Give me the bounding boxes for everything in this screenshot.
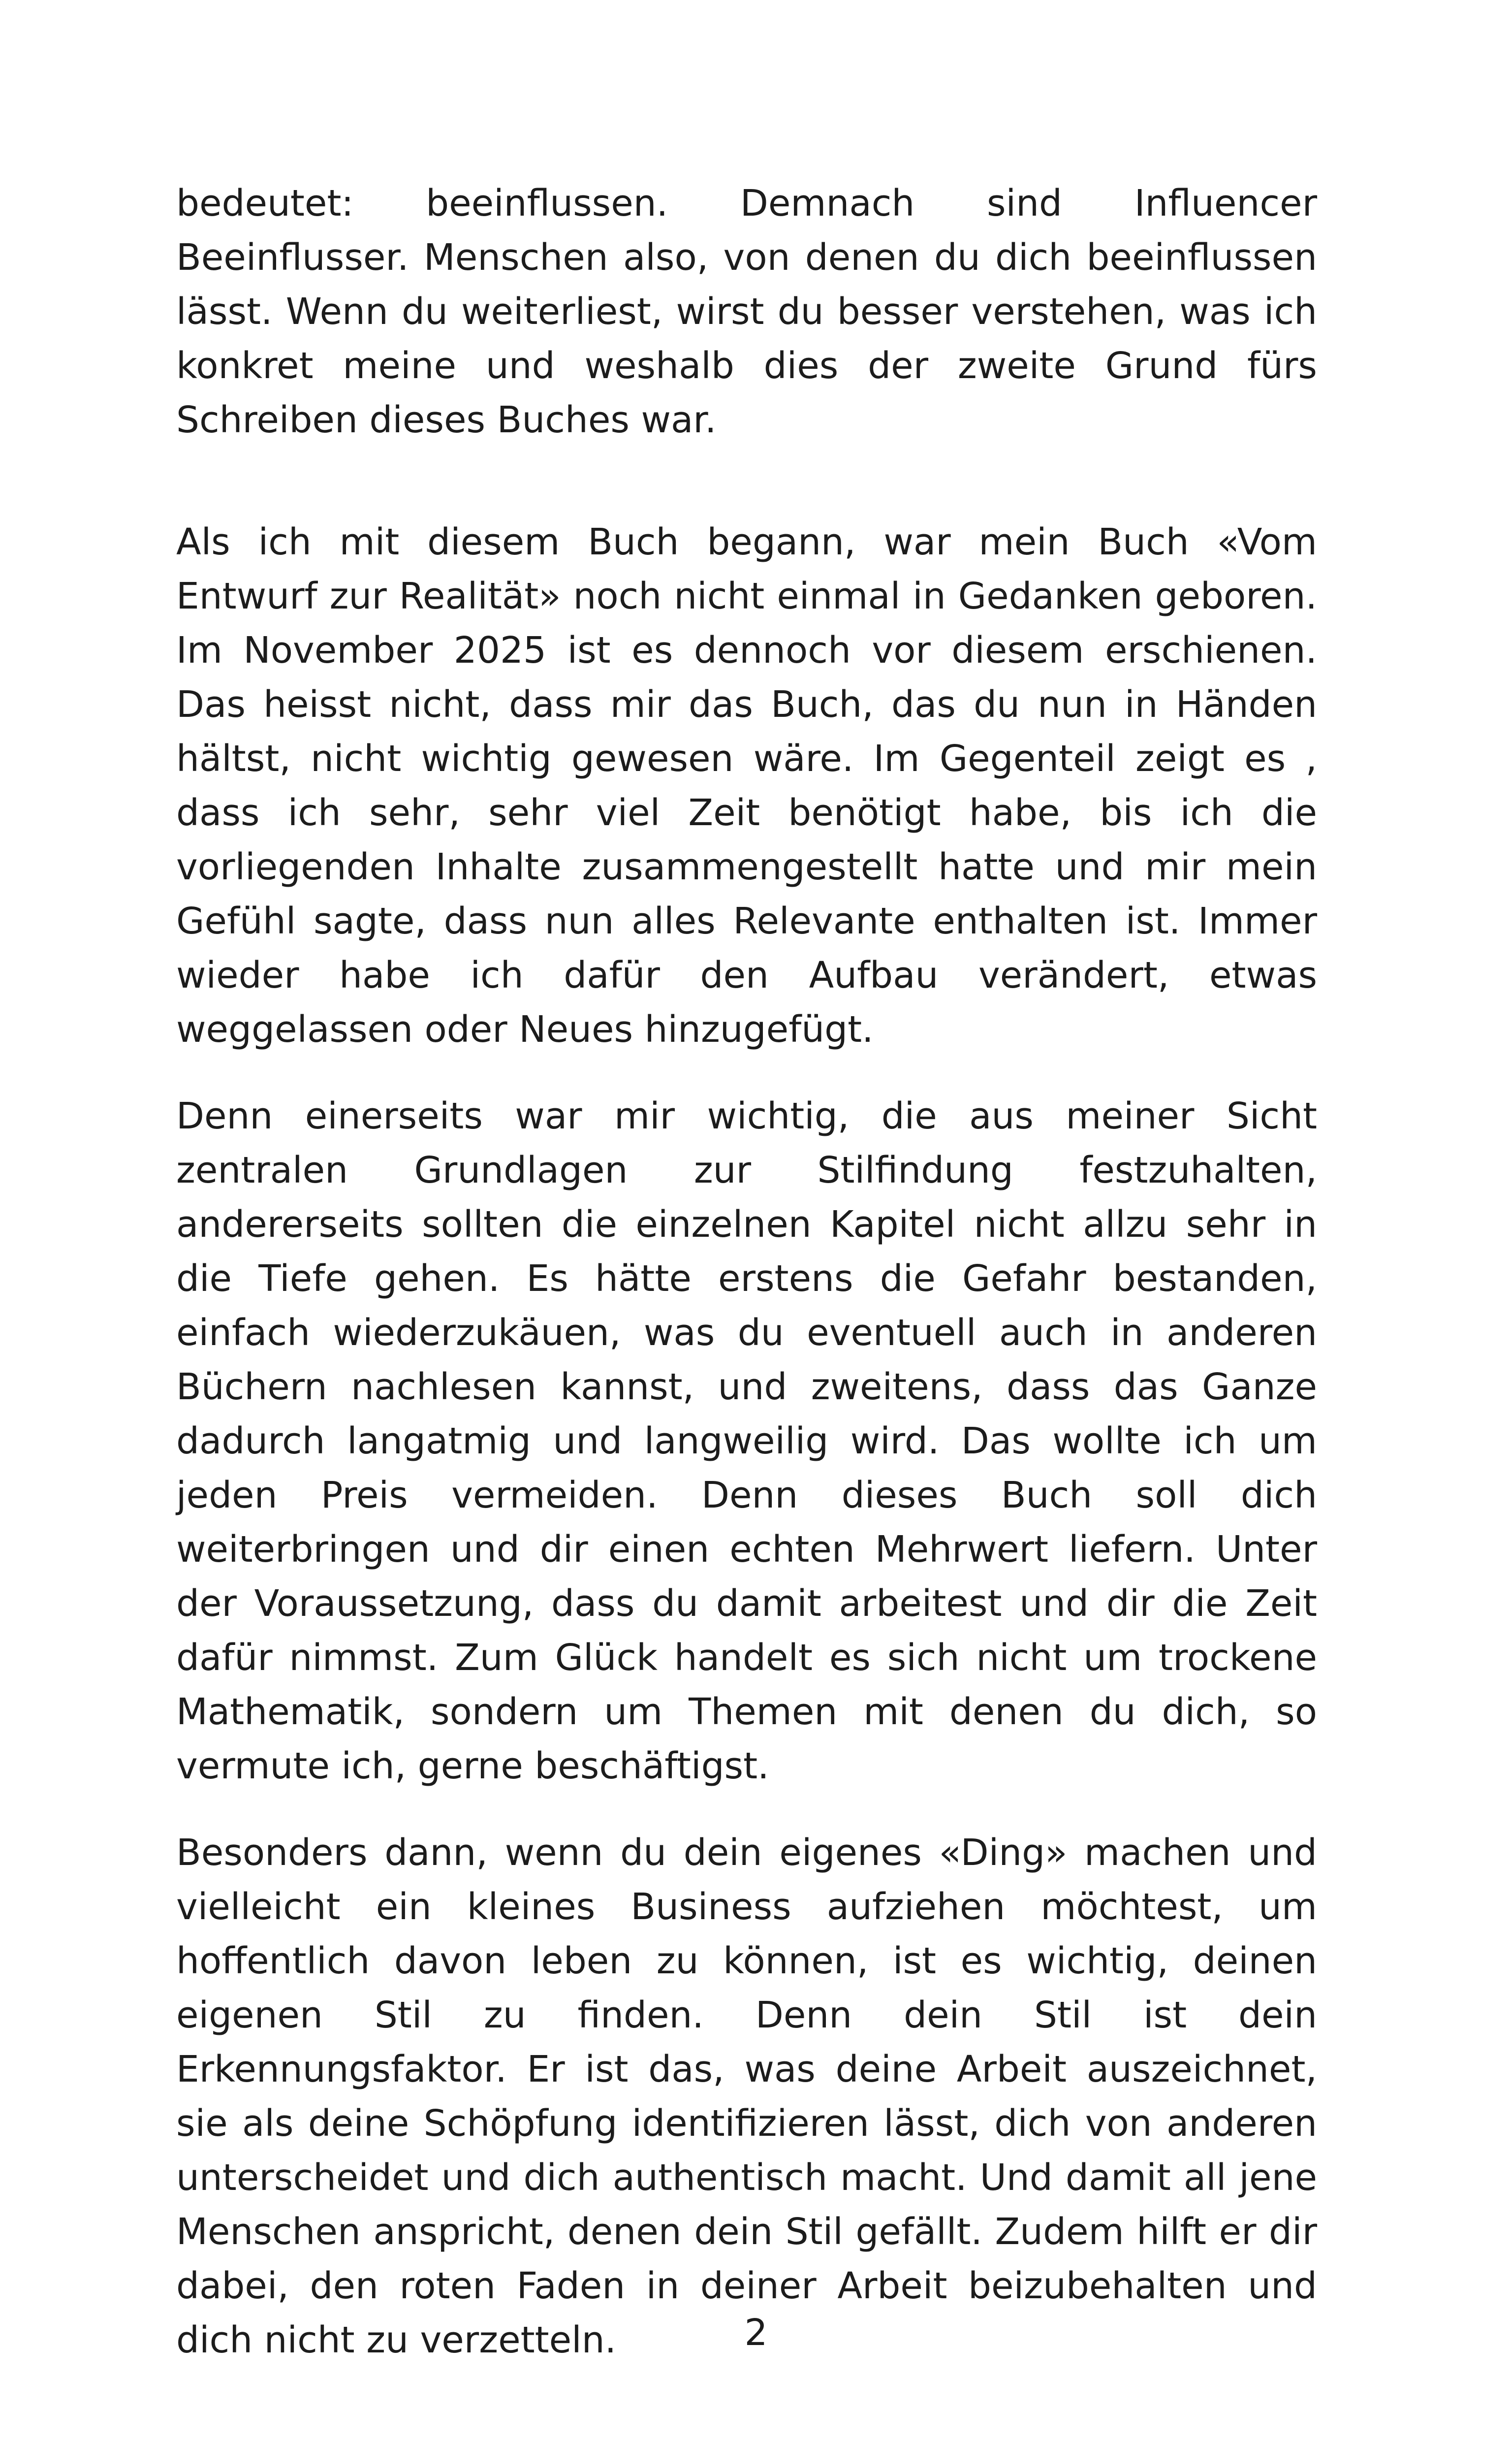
text-block-main — [176, 515, 1317, 2367]
page-number: 2 — [744, 2312, 768, 2354]
paragraph-3: Denn einerseits war mir wichtig, die aus meiner Sicht zentralen Grundlagen zur Stilfindung festzuhalten, andererseits sollten die einzelnen Kapitel nicht allzu sehr in die Tiefe gehen. Es hätte erstens die Gefahr bestanden, einfach wiederzukäuen, was du eventuell auch in anderen Büchern nachlesen kannst, und zweitens, dass das Ganze dadurch langatmig und langweilig wird. Das wollte ich um jeden Preis vermeiden. Denn dieses Buch soll dich weiterbringen und dir einen echten Mehrwert liefern. Unter der Voraussetzung, dass du damit arbeitest und dir die Zeit dafür nimmst. Zum Glück handelt es sich nicht um trockene Mathematik, sondern um Themen mit denen du dich, so vermute ich, gerne beschäftigst. — [176, 1095, 1317, 1787]
text-block-continuation — [176, 176, 1317, 447]
paragraph-1: bedeutet: beeinflussen. Demnach sind Influencer Beeinflusser. Menschen also, von denen du dich beeinflussen lässt. Wenn du weiterliest, wirst du besser verstehen, was ich konkret meine und weshalb dies der zweite Grund fürs Schreiben dieses Buches war. — [176, 182, 1317, 441]
paragraph-4: Besonders dann, wenn du dein eigenes «Ding» machen und vielleicht ein kleines Business aufziehen möchtest, um hoffentlich davon leben zu können, ist es wichtig, deinen eigenen Stil zu finden. Denn dein Stil ist dein Erkennungsfaktor. Er ist das, was deine Arbeit auszeichnet, sie als deine Schöpfung identifizieren lässt, dich von anderen unterscheidet und dich authentisch macht. Und damit all jene Menschen anspricht, denen dein Stil gefällt. Zudem hilft er dir dabei, den roten Faden in deiner Arbeit beizubehalten und dich nicht zu verzetteln. — [176, 1832, 1317, 2361]
paragraph-2: Als ich mit diesem Buch begann, war mein Buch «Vom Entwurf zur Realität» noch nicht einmal in Gedanken geboren. Im November 2025 ist es dennoch vor diesem erschienen. Das heisst nicht, dass mir das Buch, das du nun in Händen hältst, nicht wichtig gewesen wäre. Im Gegenteil zeigt es , dass ich sehr, sehr viel Zeit benötigt habe, bis ich die vorliegenden Inhalte zusammengestellt hatte und mir mein Gefühl sagte, dass nun alles Relevante enthalten ist. Immer wieder habe ich dafür den Aufbau verändert, etwas weggelassen oder Neues hinzugefügt. — [176, 521, 1317, 1051]
